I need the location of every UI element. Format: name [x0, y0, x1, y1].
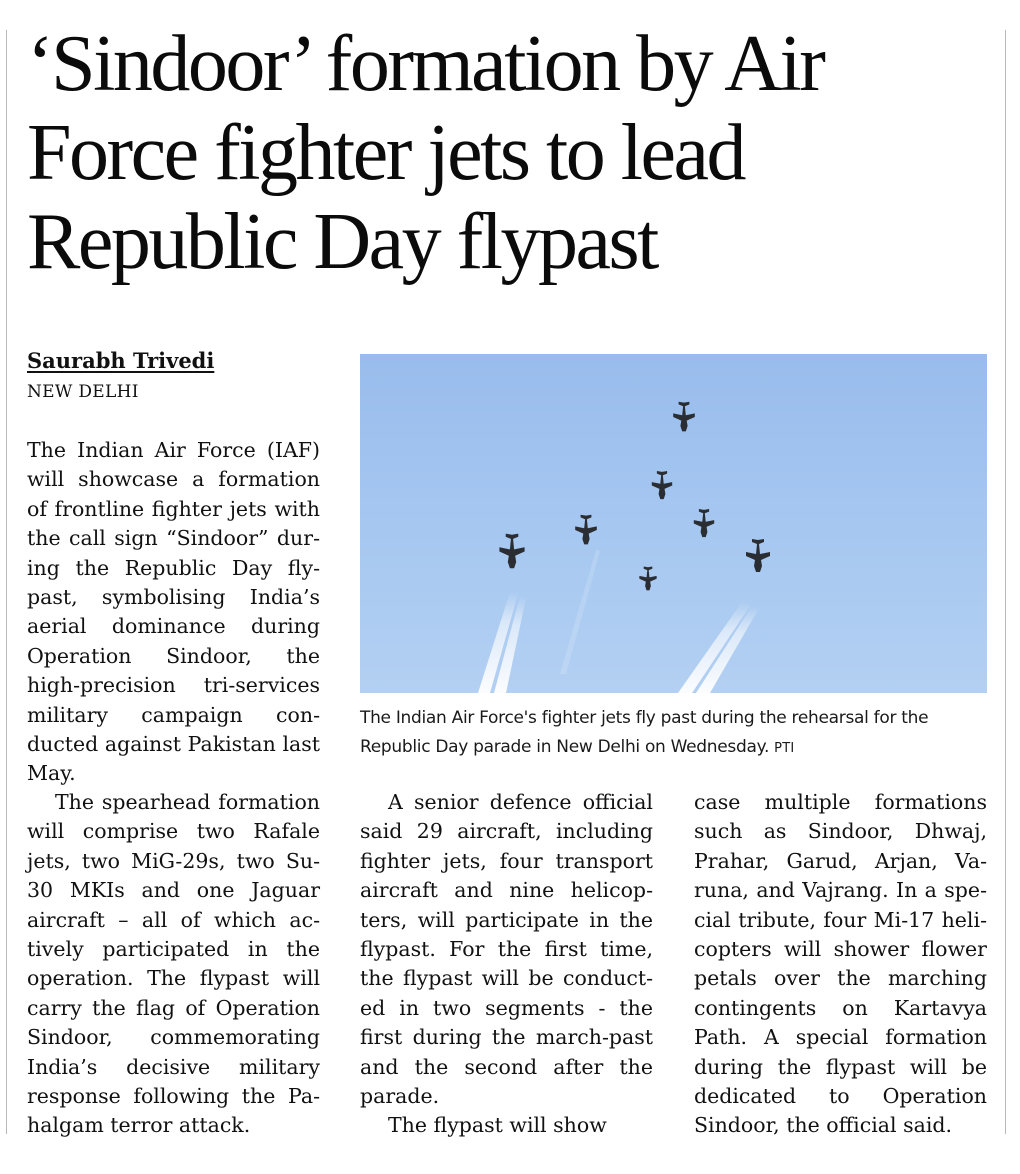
photo-credit: PTI [774, 741, 795, 756]
article-column-3 [694, 788, 987, 1141]
fighter-jet-icon [673, 402, 695, 432]
left-column-rule [6, 30, 7, 1134]
fighter-jet-icon [746, 539, 770, 572]
article-column-1-top [27, 436, 320, 789]
contrails [478, 550, 758, 693]
body-paragraph-4-start: The flypast will show [388, 1113, 607, 1138]
body-paragraph-4-continued: case multiple formations such as Sindoor, Dhwaj, Prahar, Garud, Arjan, Varuna, and Vajrang. In a special tribute, four Mi-17 helicopters will shower flower petals over the marching contingents on Kartavya Path. A special formation during the flypast will be dedicated to Operation Sindoor, the official said. [694, 790, 987, 1138]
fighter-jet-icon [575, 515, 597, 545]
body-paragraph-3: A senior defence official said 29 aircraft, including fighter jets, four transport aircraft and nine helicopters, will participate in the flypast. For the first time, the flypast will be conducted in two segments - the first during the march-past and the second after the parade. [360, 790, 653, 1109]
dateline: NEW DELHI [27, 382, 139, 402]
body-paragraph-2: The spearhead formation will comprise two Rafale jets, two MiG-29s, two Su-30 MKIs and one Jaguar aircraft – all of which actively participated in the operation. The flypast will carry the flag of Operation Sindoor, commemorating India’s decisive military response following the Pahalgam terror attack. [27, 790, 320, 1138]
fighter-jet-icon [694, 509, 714, 537]
article-column-2 [360, 788, 653, 1141]
photo-caption [360, 704, 1000, 763]
headline: ‘Sindoor’ formation by Air Force fighter jets to lead Republic Day flypast [27, 20, 824, 286]
article-column-1-bottom [27, 788, 320, 1141]
caption-text: The Indian Air Force's fighter jets fly past during the rehearsal for the Republic Day parade in New Delhi on Wednesday. [360, 708, 929, 757]
fighter-jet-icon [652, 471, 672, 499]
fighter-jet-icon [499, 534, 524, 569]
body-paragraph-1: The Indian Air Force (IAF) will showcase a formation of frontline fighter jets with the call sign “Sindoor” during the Republic Day flypast, symbolising India’s aerial dominance during Operation Sindoor, the high-precision tri-services military campaign conducted against Pakistan last May. [27, 438, 320, 786]
jet-formation-illustration [360, 354, 987, 693]
fighter-jet-icon [639, 567, 656, 591]
right-column-rule [1005, 30, 1006, 1134]
news-photo[interactable] [360, 354, 987, 693]
byline-author[interactable]: Saurabh Trivedi [27, 348, 215, 373]
jets [499, 402, 770, 591]
